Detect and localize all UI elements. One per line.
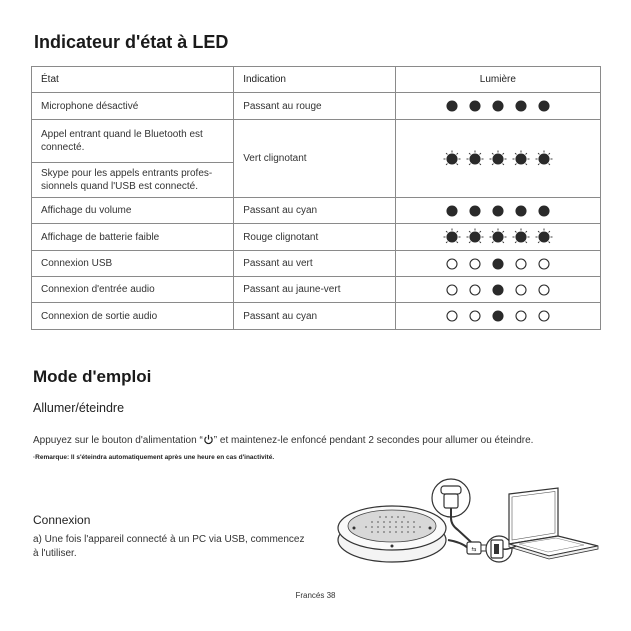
led-dot [489, 150, 506, 164]
usage-section-title: Mode d'emploi [33, 367, 152, 386]
led-dot [493, 285, 503, 295]
state-cell: Affichage de batterie faible [32, 224, 234, 251]
led-status-table [31, 66, 601, 330]
led-lights [443, 281, 553, 299]
header-indication: Indication [234, 67, 396, 93]
led-section-title: Indicateur d'état à LED [34, 32, 229, 52]
led-lights [443, 202, 553, 220]
power-instruction [33, 434, 613, 446]
led-dot [489, 229, 506, 243]
power-subtitle: Allumer/éteindre [33, 401, 125, 415]
led-dot [447, 311, 457, 321]
indication-cell: Rouge clignotant [234, 224, 396, 251]
table-row [32, 93, 601, 120]
state-cell: Connexion d'entrée audio [32, 277, 234, 303]
speakerphone-illustration [338, 506, 446, 562]
table-header-row [32, 67, 601, 93]
led-dot [466, 150, 483, 164]
light-cell [395, 198, 600, 224]
led-dot [512, 150, 529, 164]
led-dot [443, 150, 460, 164]
light-cell [395, 224, 600, 251]
led-dot [470, 101, 480, 111]
led-dot [470, 285, 480, 295]
state-cell: Affichage du volume [32, 198, 234, 224]
state-cell: Appel entrant quand le Bluetooth est connecté. [32, 120, 234, 163]
indication-cell: Passant au jaune-vert [234, 277, 396, 303]
led-dot [539, 101, 549, 111]
connection-subtitle: Connexion [33, 513, 91, 527]
light-cell [395, 120, 600, 198]
led-dot [443, 229, 460, 243]
page-footer: Francés 38 [295, 591, 336, 600]
led-dot [447, 101, 457, 111]
led-dot [516, 285, 526, 295]
led-dot [493, 206, 503, 216]
led-dot [539, 259, 549, 269]
led-dot [470, 206, 480, 216]
state-cell: Skype pour les appels entrants profes-sionnels quand l'USB est connecté. [32, 163, 234, 198]
table-row [32, 224, 601, 251]
led-lights [443, 97, 553, 115]
led-lights [443, 255, 553, 273]
led-dot [447, 206, 457, 216]
led-dot [466, 229, 483, 243]
led-lights [443, 150, 553, 168]
table-row [32, 251, 601, 277]
state-cell: Connexion USB [32, 251, 234, 277]
led-dot [539, 311, 549, 321]
state-cell: Microphone désactivé [32, 93, 234, 120]
led-dot [493, 259, 503, 269]
svg-text:⇆: ⇆ [471, 546, 477, 553]
indication-cell: Vert clignotant [234, 120, 396, 198]
led-dot [516, 101, 526, 111]
header-state: État [32, 67, 234, 93]
led-dot [470, 259, 480, 269]
connection-line-1: a) Une fois l'appareil connecté à un PC via USB, commencez [33, 534, 305, 545]
led-dot [470, 311, 480, 321]
header-light: Lumière [395, 67, 600, 93]
led-dot [539, 285, 549, 295]
led-dot [516, 259, 526, 269]
light-cell [395, 303, 600, 330]
state-cell: Connexion de sortie audio [32, 303, 234, 330]
table-row [32, 198, 601, 224]
power-icon [203, 434, 214, 445]
light-cell [395, 251, 600, 277]
led-dot [493, 101, 503, 111]
led-dot [493, 311, 503, 321]
indication-cell: Passant au cyan [234, 198, 396, 224]
led-dot [512, 229, 529, 243]
led-lights [443, 307, 553, 325]
led-dot [535, 150, 552, 164]
connection-text [33, 533, 333, 561]
led-dot [539, 206, 549, 216]
table-row [32, 303, 601, 330]
led-dot [447, 285, 457, 295]
table-row [32, 277, 601, 303]
led-dot [535, 229, 552, 243]
power-text-before: Appuyez sur le bouton d'alimentation “ [33, 435, 203, 446]
connection-illustration [336, 470, 606, 585]
connection-line-2: à l'utiliser. [33, 548, 77, 559]
table-row [32, 120, 601, 163]
led-dot [516, 311, 526, 321]
led-lights [443, 228, 553, 246]
light-cell [395, 93, 600, 120]
power-note: ·Remarque: Il s'éteindra automatiquement après une heure en cas d'inactivité. [33, 454, 275, 461]
light-cell [395, 277, 600, 303]
led-dot [516, 206, 526, 216]
indication-cell: Passant au vert [234, 251, 396, 277]
led-dot [447, 259, 457, 269]
laptop-illustration [509, 488, 598, 559]
indication-cell: Passant au cyan [234, 303, 396, 330]
indication-cell: Passant au rouge [234, 93, 396, 120]
power-text-after: ” et maintenez-le enfoncé pendant 2 secondes pour allumer ou éteindre. [213, 435, 534, 446]
